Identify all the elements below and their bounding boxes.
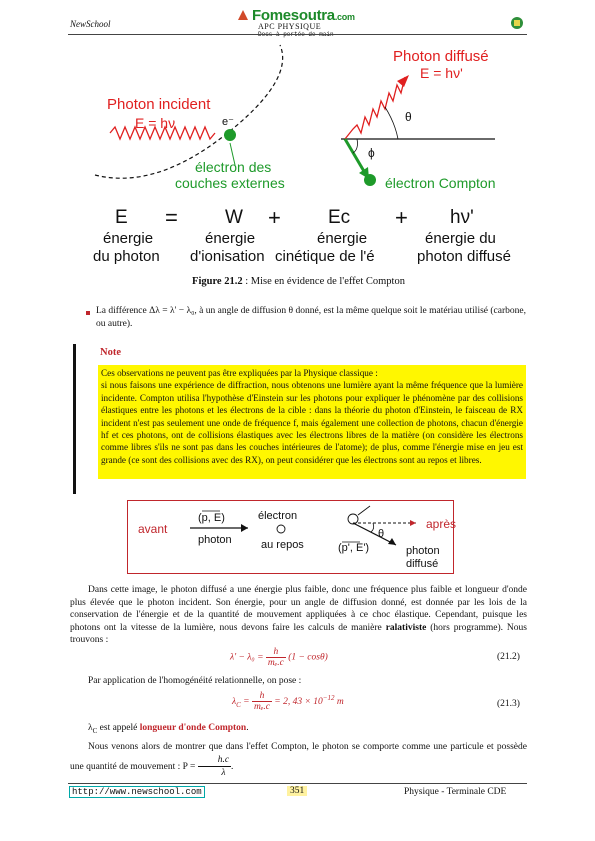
logo-subtitle: APC PHYSIQUE <box>258 22 322 31</box>
apres-label: après <box>426 517 457 531</box>
school-emblem-icon <box>510 16 524 30</box>
resting-electron <box>277 525 285 533</box>
photon-diffuse-label: Photon diffusé <box>393 48 489 65</box>
explanation-paragraph: Dans cette image, le photon diffusé a une énergie plus faible, donc une fréquence plus faible et longueur d'onde plus élevée que le photon incident. Son énergie, pour un angle de diffusion donné, est donnée par les lois de la conservation de l'énergie et de la quantité de mouvement appliquées à ce choc élastique. Cependant, puisque les photons ont la vitesse de la lumière, nous devons faire les calculs de manière ralativiste (hors programme). Nous trouvons : <box>70 585 527 645</box>
electron-symbol: e⁻ <box>222 116 234 128</box>
eq-W: W <box>225 207 243 228</box>
diffuse-label: diffusé <box>406 558 439 570</box>
electron-path <box>358 506 370 515</box>
compton-wavelength-definition: $\lambda_C$ est appelé longueur d'onde Compton. <box>88 723 249 735</box>
lbl-du-photon: du photon <box>93 248 160 265</box>
eq-plus-1: + <box>268 205 281 230</box>
compton-electron <box>364 174 376 186</box>
eq-plus-2: + <box>395 205 408 230</box>
eq2-fraction: $\frac{h}{\text{mₑ.c}}$ <box>253 691 270 712</box>
compton-equation: λ' − λ₀ = $\frac{h}{\text{mₑ.c}}$ (1 − cosθ) <box>230 647 328 668</box>
reference-arrowhead <box>410 520 416 526</box>
page-number: 351 <box>287 786 307 796</box>
avant-label: avant <box>138 522 168 536</box>
equation-number-2: (21.3) <box>497 699 520 709</box>
lbl-energie-3: énergie <box>317 230 368 247</box>
compton-wavelength-equation: $\lambda_C$ = $\frac{h}{\text{mₑ.c}}$ = 2, $43 \times 10^{-12}$ m <box>232 691 344 712</box>
theta-label-2: θ <box>378 528 385 540</box>
recoil-electron-arrow <box>345 139 365 173</box>
note-box <box>98 365 526 479</box>
equation-number-1: (21.2) <box>497 652 520 662</box>
electron-compton-label: électron Compton <box>385 175 496 191</box>
bullet-marker <box>86 311 90 315</box>
logo-mark-icon <box>236 8 250 22</box>
eq1-fraction: $\frac{h}{\text{mₑ.c}}$ <box>267 647 284 668</box>
footer-website-link[interactable]: http://www.newschool.com <box>69 786 205 798</box>
footer-course-title: Physique - Terminale CDE <box>404 787 507 797</box>
note-body: si nous faisons une expérience de diffraction, nous obtenons une lumière ayant la même fréquence que la lumière incidente. Compton utilisa l'hypothèse d'Einstein sur les photons pour expliquer le phénomène par des collisions élastiques entre les photons et les électrons de la cible : dans la théorie du photon d'Einstein, le faisceau de RX incident n'est pas seulement une onde de fréquence f, mais également une collection de photons, chacun d'énergie hf et ces photons, ont de collisions élastiques avec les électrons libres de la matière (on considère les électrons comme libres s'ils ne sont pas dans les couches intérieures de l'atome); de plus, comme l'énergie mise en jeu est grande (ce sont des collisions avec des RX), on peut considérer que les électrons sont au repos et libres. <box>101 380 523 465</box>
note-title: Note <box>100 347 121 358</box>
phi-label: ϕ <box>368 146 375 160</box>
lbl-cinetique: cinétique de l'é <box>275 248 375 265</box>
pE-prime-label: (p', E') <box>338 542 370 554</box>
homogeneity-paragraph: Par application de l'homogénéité relationnelle, on pose : <box>88 676 302 686</box>
theta-arc <box>385 107 398 139</box>
logo-name: Fomesoutra.com <box>252 7 355 24</box>
lbl-photon-diffuse: photon diffusé <box>417 248 511 265</box>
compton-diagram <box>95 45 535 270</box>
lbl-ionisation: d'ionisation <box>190 248 265 265</box>
au-repos-label: au repos <box>261 539 304 551</box>
incident-energy-label: E = hν <box>135 115 176 131</box>
header-rule <box>68 34 527 35</box>
photon-incident-label: Photon incident <box>107 96 211 113</box>
scattered-photon-arrowhead <box>397 75 409 87</box>
theta-label: θ <box>405 110 412 124</box>
angle-arc <box>371 523 374 532</box>
momentum-paragraph: Nous venons alors de montrer que dans l'effet Compton, le photon se comporte comme une particule et possède une quantité de mouvement : P = $\frac{h.c}{\lambda}$ . <box>70 742 527 778</box>
incident-arrowhead <box>241 524 248 532</box>
figure-caption: Figure 21.2 : Mise en évidence de l'effet Compton <box>192 276 405 287</box>
eq-E: E <box>115 207 128 228</box>
photon-label: photon <box>198 534 232 546</box>
photon-label-2: photon <box>406 545 440 557</box>
scattered-electron <box>348 514 358 524</box>
logo-tagline: Docs à portée de main <box>258 31 334 38</box>
lbl-energie-1: énergie <box>103 230 154 247</box>
collision-diagram-svg <box>128 501 457 573</box>
eq-hnu-prime: hν' <box>450 207 474 228</box>
couches-externes-label: couches externes <box>175 175 285 191</box>
pE-label: (p, E) <box>198 512 225 524</box>
site-logo[interactable] <box>236 7 366 41</box>
bound-electron <box>224 129 236 141</box>
eq-equals: = <box>165 205 178 230</box>
note-sidebar <box>73 344 76 494</box>
footer-rule <box>68 783 527 784</box>
note-first-line: Ces observations ne peuvent pas être expliquées par la Physique classique : <box>101 368 378 378</box>
electron-label: électron <box>258 510 298 522</box>
lbl-energie-4: énergie du <box>425 230 496 247</box>
electron-des-label: électron des <box>195 159 272 175</box>
bullet-paragraph: La différence Δλ = λ' − λ₀, à un angle de diffusion θ donné, est la même quelque soit le matériau utilisé (carbone, ou autre). <box>96 306 526 329</box>
lbl-energie-2: énergie <box>205 230 256 247</box>
compton-diagram-svg <box>95 45 535 270</box>
eq-Ec: Ec <box>328 207 351 228</box>
scattered-energy-label: E = hν' <box>420 65 463 81</box>
collision-diagram <box>127 500 457 574</box>
header-left-text: NewSchool <box>70 19 111 29</box>
